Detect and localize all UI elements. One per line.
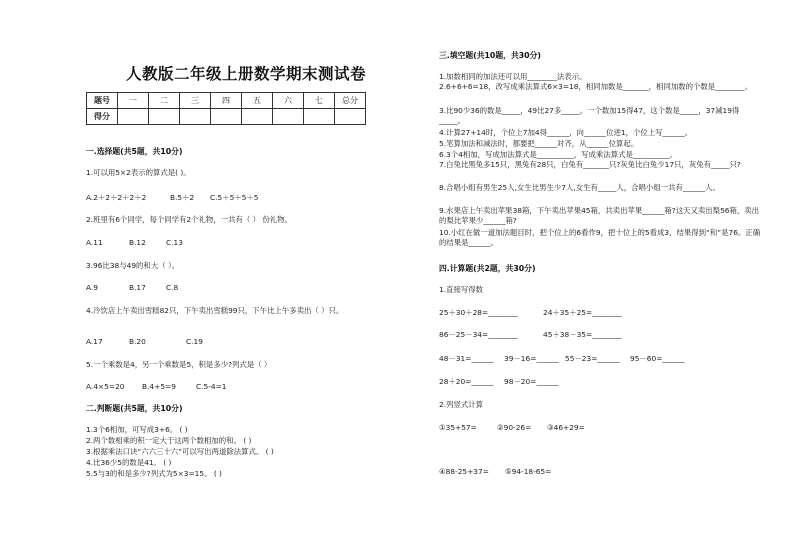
- question-4: 4.冷饮店上午卖出雪糕82只，下午卖出雪糕99只，下午比上午多卖出（ ）只。: [86, 306, 344, 315]
- option-a: A.17: [86, 337, 103, 346]
- vertical-calc-item: ④88-25+37=: [439, 467, 489, 476]
- page-title: 人教版二年级上册数学期末测试卷: [126, 65, 367, 83]
- question-1: 1.可以用5×2表示的算式是( )。: [86, 168, 191, 177]
- option-a: A.2＋2＋2＋2＋2: [86, 193, 147, 202]
- vertical-calc-item: ⑤94-18-65=: [505, 467, 552, 476]
- score-header-cell: 七: [304, 93, 335, 109]
- option-c: C.8: [166, 283, 179, 292]
- score-header-cell: 题号: [87, 93, 118, 109]
- score-cell[interactable]: [242, 109, 273, 125]
- calc-item: 24＋35＋25=________: [543, 308, 622, 317]
- question-5: 5.一个乘数是4，另一个乘数是5，积是多少?列式是（ ）: [86, 360, 272, 369]
- option-b: B.12: [129, 238, 146, 247]
- score-header-cell: 六: [273, 93, 304, 109]
- question-3: 3.96比38与49的和大（ ）。: [86, 261, 180, 270]
- score-header-cell: 四: [211, 93, 242, 109]
- option-a: A.9: [86, 283, 98, 292]
- score-table: [86, 92, 366, 125]
- fill-item: 3.比90少36的数是_____，49比27多_____。一个数加15得47，这个数是_____，37减19得_____。: [439, 106, 740, 125]
- calc-item: 86－25－34=________: [439, 330, 518, 339]
- score-cell[interactable]: [149, 109, 180, 125]
- calc-subtitle: 1.直接写得数: [439, 285, 484, 294]
- score-table-header-row: [87, 93, 366, 109]
- option-c: C.19: [186, 337, 203, 346]
- fill-item: 6.3个4相加，写成加法算式是__________，写成乘法算式是__________。: [439, 150, 678, 159]
- judgment-item: 2.两个数相乘的积一定大于这两个数相加的和。 ( ): [86, 436, 252, 445]
- score-header-cell: 三: [180, 93, 211, 109]
- option-a: A.11: [86, 238, 103, 247]
- option-c: C.5-4=1: [196, 382, 227, 391]
- fill-item: 7.白兔比黑兔多15只，黑兔有28只，白兔有_______只?灰兔比白兔少17只，灰兔有_____只?: [439, 160, 741, 169]
- fill-item: 10.小红在做一道加法题目时，把个位上的6看作9，把十位上的5看成3，结果得到“和”是76。正确的结果是______。: [439, 228, 761, 247]
- vertical-calc-item: ③46+29=: [547, 423, 585, 432]
- question-2: 2.班里有6个同学，每个同学有2个礼物，一共有（ ） 份礼物。: [86, 215, 292, 224]
- fill-item: 9.水果店上午卖出苹果38箱，下午卖出苹果45箱，共卖出苹果______箱?这天又卖出梨56箱，卖出的梨比苹果少______箱?: [439, 206, 760, 225]
- calc-item: 98－20=______: [504, 377, 559, 386]
- judgment-item: 4.比36少5的数是41。 ( ): [86, 458, 172, 467]
- judgment-item: 3.根据乘法口诀“六六三十六”可以写出两道除法算式。 ( ): [86, 447, 274, 456]
- score-cell[interactable]: [211, 109, 242, 125]
- section1-title: 一.选择题(共5题，共10分): [86, 147, 183, 156]
- calc-item: 45＋38－35=________: [543, 330, 622, 339]
- score-cell[interactable]: [118, 109, 149, 125]
- score-row-label: 得分: [87, 109, 118, 125]
- score-header-cell: 二: [149, 93, 180, 109]
- option-b: B.5＋2: [170, 193, 195, 202]
- option-b: B.4+5=9: [142, 382, 176, 391]
- option-b: B.17: [129, 283, 146, 292]
- score-header-cell: 五: [242, 93, 273, 109]
- fill-item: 4.计算27+14时，个位上7加4得______，向______位进1，个位上写______。: [439, 128, 693, 137]
- score-cell[interactable]: [304, 109, 335, 125]
- score-cell[interactable]: [273, 109, 304, 125]
- option-c: C.5＋5＋5＋5: [210, 193, 259, 202]
- score-table-score-row: [87, 109, 366, 125]
- calc-subtitle: 2.列竖式计算: [439, 400, 484, 409]
- calc-item: 95－60=______: [630, 354, 685, 363]
- vertical-calc-item: ②90-26=: [497, 423, 532, 432]
- section4-title: 四.计算题(共2题，共30分): [439, 264, 536, 273]
- fill-item: 8.合唱小组有男生25人,女生比男生少7人,女生有_____人，合唱小组一共有______人。: [439, 183, 720, 192]
- option-c: C.13: [166, 238, 183, 247]
- calc-item: 28＋20=______: [439, 377, 494, 386]
- calc-item: 55－23=______: [565, 354, 620, 363]
- score-header-cell: 一: [118, 93, 149, 109]
- option-b: B.20: [129, 337, 146, 346]
- fill-item: 5.笔算加法和减法时，都要把______对齐，从______位算起。: [439, 139, 639, 148]
- calc-item: 39－16=______: [504, 354, 559, 363]
- judgment-item: 1.3个6相加，可写成3+6。 ( ): [86, 425, 188, 434]
- score-header-cell: 总分: [335, 93, 366, 109]
- section3-title: 三.填空题(共10题，共30分): [439, 51, 541, 60]
- vertical-calc-item: ①35+57=: [439, 423, 477, 432]
- calc-item: 48－31=______: [439, 354, 494, 363]
- fill-item: 2.6+6+6=18，改写成乘法算式6×3=18，相同加数是_______，相同加数的个数是________。: [439, 82, 753, 91]
- score-cell[interactable]: [180, 109, 211, 125]
- calc-item: 25＋30＋28=________: [439, 308, 518, 317]
- score-cell[interactable]: [335, 109, 366, 125]
- judgment-item: 5.5与3的和是多少?列式为5×3=15。 ( ): [86, 469, 222, 478]
- option-a: A.4×5=20: [86, 382, 125, 391]
- fill-item: 1.加数相同的加法还可以用________法表示。: [439, 72, 587, 81]
- section2-title: 二.判断题(共5题，共10分): [86, 404, 183, 413]
